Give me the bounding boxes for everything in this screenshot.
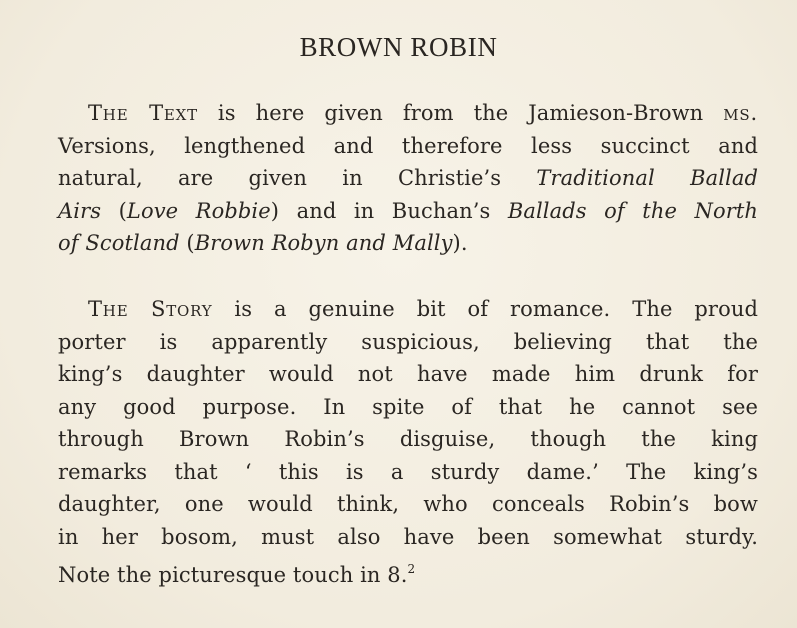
text-line: The Text is here given from the Jamieson-Brown ms.: [88, 101, 758, 125]
ballad-title: Love Robbie: [126, 198, 271, 223]
text-line: remarks that ‘ this is a sturdy dame.’ The king’s: [58, 459, 758, 484]
text-line: of Scotland (Brown Robyn and Mally).: [58, 231, 468, 255]
footnote-marker: 2: [407, 562, 416, 576]
book-title: of Scotland: [58, 231, 180, 255]
book-title: Traditional Ballad: [536, 166, 759, 190]
text-line: Airs (Love Robbie) and in Buchan’s Ballads of the North: [58, 198, 758, 223]
page-title: BROWN ROBIN: [299, 32, 498, 62]
section-lead: The Text: [88, 101, 198, 125]
section-lead: The Story: [88, 297, 213, 321]
text-line: The Story is a genuine bit of romance. The proud: [88, 297, 758, 321]
text-line: king’s daughter would not have made him drunk for: [58, 362, 758, 386]
text-line: in her bosom, must also have been somewhat sturdy.: [58, 524, 758, 549]
book-title: Airs: [58, 198, 102, 223]
text-line: porter is apparently suspicious, believing that the: [58, 329, 758, 354]
ballad-title: Brown Robyn and Mally: [194, 231, 453, 255]
manuscript-abbrev: ms.: [723, 101, 758, 125]
text-line: through Brown Robin’s disguise, though the king: [58, 427, 758, 451]
text-line: any good purpose. In spite of that he cannot see: [58, 394, 758, 419]
text-paragraph: [58, 97, 758, 260]
book-title: Ballads of the North: [507, 198, 758, 223]
text-line: Versions, lengthened and therefore less succinct and: [58, 133, 758, 158]
text-line: natural, are given in Christie’s Traditional Ballad: [58, 166, 759, 190]
text-line: Note the picturesque touch in 8.$^2$: [58, 562, 416, 587]
text-paragraph: [58, 293, 758, 592]
text-line: daughter, one would think, who conceals Robin’s bow: [58, 492, 758, 516]
